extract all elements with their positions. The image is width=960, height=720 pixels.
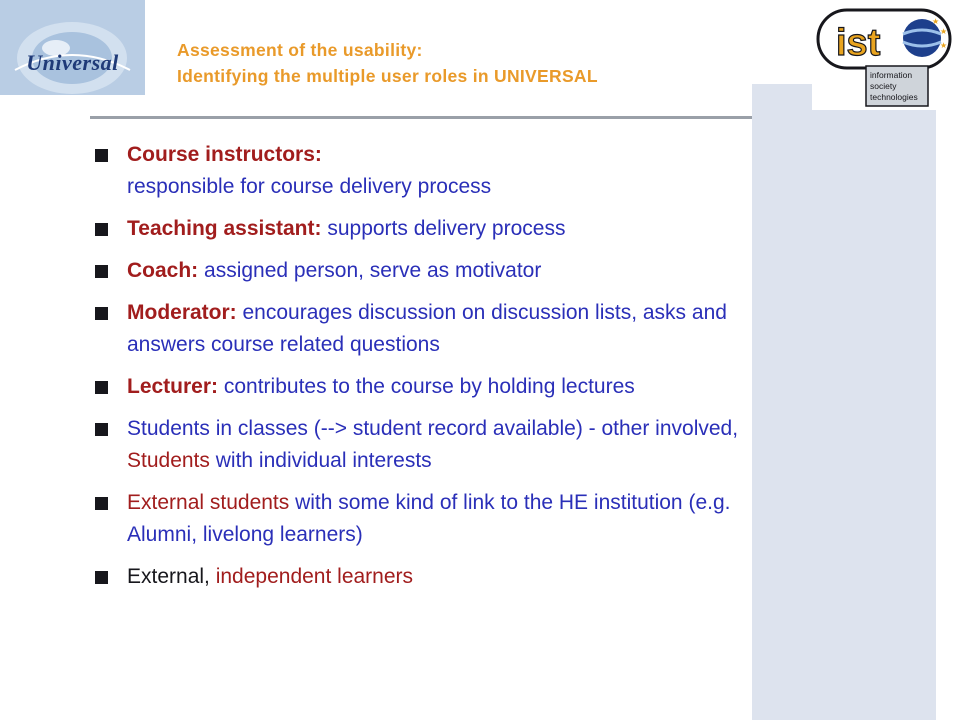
list-item xyxy=(95,139,755,203)
ist-logo-text: ist xyxy=(836,22,881,64)
square-bullet-icon xyxy=(95,149,108,162)
star-icon: ★ xyxy=(932,17,940,26)
list-item xyxy=(95,297,755,361)
page-title xyxy=(177,37,598,89)
role-term: independent learners xyxy=(209,565,414,588)
square-bullet-icon xyxy=(95,265,108,278)
ist-sub-2: society xyxy=(870,81,897,91)
role-text: External, xyxy=(127,565,210,588)
role-text: with some kind of link to the HE institution (e.g. Alumni, livelong learners) xyxy=(127,491,731,546)
user-roles-list xyxy=(95,139,755,603)
list-item xyxy=(95,413,755,477)
list-item xyxy=(95,561,755,593)
side-panel xyxy=(752,84,936,720)
ist-logo xyxy=(814,4,956,108)
role-description: responsible for course delivery process xyxy=(127,175,492,198)
list-item xyxy=(95,255,755,287)
role-description: encourages discussion on discussion lists, asks and answers course related questions xyxy=(127,301,727,356)
universal-logo xyxy=(0,0,145,95)
ist-sub-1: information xyxy=(870,70,913,80)
header-divider xyxy=(90,116,752,119)
ist-sub-3: technologies xyxy=(870,92,918,102)
globe-icon xyxy=(0,0,145,95)
universal-logo-text: Universal xyxy=(26,50,119,75)
square-bullet-icon xyxy=(95,307,108,320)
role-text: with individual interests xyxy=(209,449,432,472)
role-term: External students xyxy=(127,491,290,514)
star-icon: ★ xyxy=(940,41,948,50)
title-line-2: Identifying the multiple user roles in UNIVERSAL xyxy=(177,66,598,86)
list-item xyxy=(95,213,755,245)
title-line-1: Assessment of the usability: xyxy=(177,40,423,60)
square-bullet-icon xyxy=(95,381,108,394)
role-term: Moderator: xyxy=(127,301,237,324)
role-term: Course instructors: xyxy=(127,143,322,166)
square-bullet-icon xyxy=(95,497,108,510)
square-bullet-icon xyxy=(95,571,108,584)
role-description: assigned person, serve as motivator xyxy=(198,259,542,282)
list-item xyxy=(95,487,755,551)
star-icon: ★ xyxy=(940,27,948,36)
role-description: supports delivery process xyxy=(321,217,566,240)
role-term: Lecturer: xyxy=(127,375,219,398)
square-bullet-icon xyxy=(95,423,108,436)
square-bullet-icon xyxy=(95,223,108,236)
list-item xyxy=(95,371,755,403)
role-description: contributes to the course by holding lectures xyxy=(218,375,635,398)
role-term: Coach: xyxy=(127,259,199,282)
role-term: Teaching assistant: xyxy=(127,217,322,240)
role-text: Students in classes (--> student record available) - other involved, xyxy=(127,417,739,440)
role-term: Students xyxy=(127,449,210,472)
